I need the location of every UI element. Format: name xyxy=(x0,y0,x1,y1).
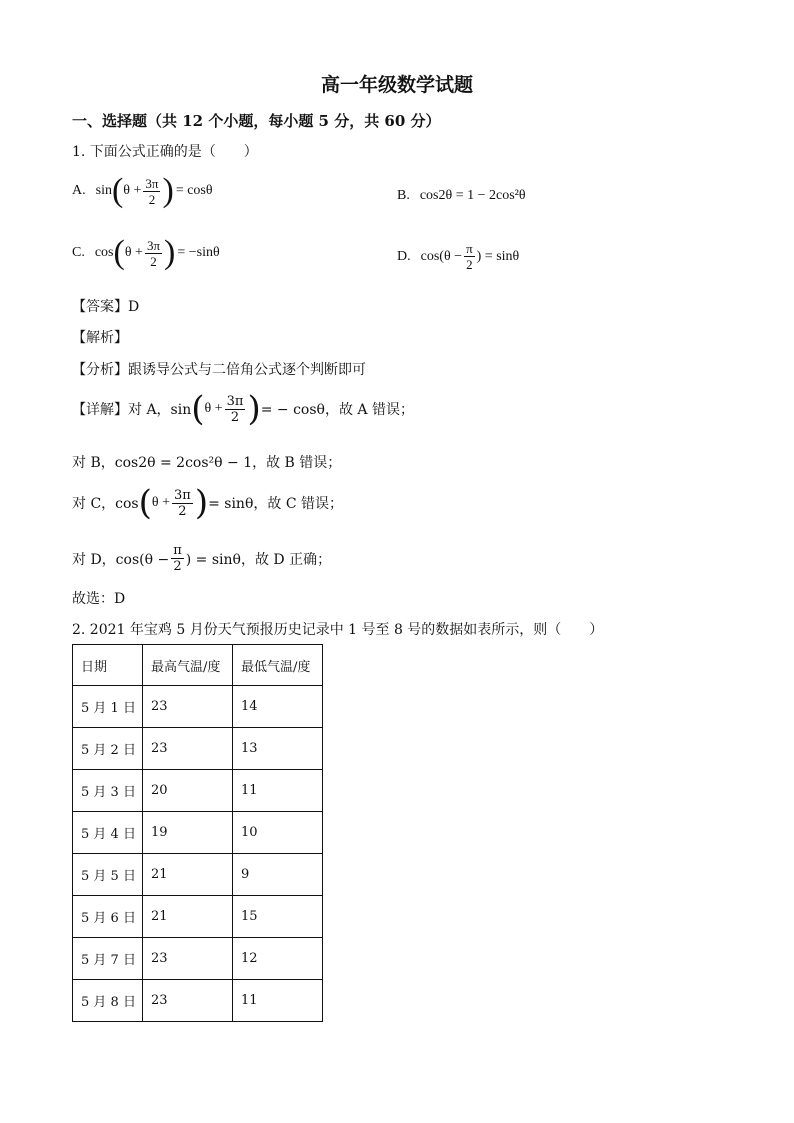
answer-line xyxy=(72,296,139,316)
cell-high: 21 xyxy=(143,854,233,896)
option-a-fraction xyxy=(143,176,160,207)
option-c xyxy=(72,236,220,270)
table-row xyxy=(73,938,323,980)
cell-low: 14 xyxy=(233,686,323,728)
option-c-fraction xyxy=(145,238,162,269)
fenxi-tag: 【分析】 xyxy=(72,362,128,378)
detail-c-inner: θ + xyxy=(151,495,170,510)
detail-c-pre: 对 C，cos xyxy=(72,496,139,512)
option-b xyxy=(397,188,526,204)
header-high: 最高气温/度 xyxy=(143,645,233,686)
cell-date: 5 月 7 日 xyxy=(73,938,143,980)
option-d-post: ) = sinθ xyxy=(476,248,520,264)
cell-date: 5 月 2 日 xyxy=(73,728,143,770)
table-row xyxy=(73,812,323,854)
option-d xyxy=(397,241,519,272)
table-row xyxy=(73,980,323,1022)
detail-d xyxy=(72,543,331,574)
cell-low: 9 xyxy=(233,854,323,896)
table-row xyxy=(73,728,323,770)
table-header-row xyxy=(73,645,323,686)
cell-high: 20 xyxy=(143,770,233,812)
right-paren: ) xyxy=(247,389,261,429)
option-c-inner: θ + xyxy=(124,245,143,260)
fenxi-line xyxy=(72,359,366,379)
cell-date: 5 月 4 日 xyxy=(73,812,143,854)
cell-high: 23 xyxy=(143,728,233,770)
numerator: 3π xyxy=(146,237,161,253)
option-c-rhs: = −sinθ xyxy=(177,245,220,260)
cell-low: 12 xyxy=(233,938,323,980)
numerator: 3π xyxy=(145,175,159,191)
numerator: 3π xyxy=(174,487,191,503)
option-c-func: cos xyxy=(94,245,114,260)
answer-tag: 【答案】 xyxy=(72,299,128,315)
left-paren: ( xyxy=(113,234,125,271)
detail-c-post: = sinθ，故 C 错误； xyxy=(208,496,343,512)
cell-date: 5 月 6 日 xyxy=(73,896,143,938)
cell-date: 5 月 1 日 xyxy=(73,686,143,728)
detail-b: 对 B，cos2θ = 2cos²θ − 1，故 B 错误； xyxy=(72,455,342,471)
header-low: 最低气温/度 xyxy=(233,645,323,686)
detail-tag: 【详解】 xyxy=(72,402,128,418)
cell-high: 23 xyxy=(143,980,233,1022)
option-d-label: D. xyxy=(397,248,411,264)
option-d-fraction xyxy=(464,241,475,272)
cell-date: 5 月 8 日 xyxy=(73,980,143,1022)
option-b-expr: cos2θ = 1 − 2cos²θ xyxy=(419,188,526,203)
option-a xyxy=(72,174,213,208)
cell-low: 13 xyxy=(233,728,323,770)
cell-high: 23 xyxy=(143,938,233,980)
detail-a-inner: θ + xyxy=(204,401,223,416)
denominator: 2 xyxy=(148,191,156,207)
header-date: 日期 xyxy=(73,645,143,686)
right-paren: ) xyxy=(194,483,209,523)
left-paren: ( xyxy=(111,172,124,209)
option-b-label: B. xyxy=(397,188,410,203)
right-paren: ) xyxy=(164,234,176,271)
option-a-inner: θ + xyxy=(123,183,142,198)
detail-d-fraction xyxy=(171,543,184,574)
denominator: 2 xyxy=(230,409,240,425)
cell-low: 15 xyxy=(233,896,323,938)
table-row xyxy=(73,896,323,938)
answer-value: D xyxy=(128,299,140,315)
numerator: π xyxy=(466,241,473,256)
option-a-func: sin xyxy=(95,183,112,198)
denominator: 2 xyxy=(466,257,473,272)
cell-date: 5 月 5 日 xyxy=(73,854,143,896)
page-title: 高一年级数学试题 xyxy=(320,74,473,96)
denominator: 2 xyxy=(150,253,157,269)
option-a-label: A. xyxy=(72,183,86,198)
cell-high: 19 xyxy=(143,812,233,854)
numerator: 3π xyxy=(226,393,244,409)
cell-high: 23 xyxy=(143,686,233,728)
analysis-tag: 【解析】 xyxy=(72,330,128,346)
numerator: π xyxy=(173,543,182,558)
choose-line: 故选：D xyxy=(72,591,126,607)
cell-low: 10 xyxy=(233,812,323,854)
detail-a-post: = − cosθ，故 A 错误； xyxy=(260,402,414,418)
detail-c-fraction xyxy=(172,488,193,519)
denominator: 2 xyxy=(178,503,187,519)
cell-high: 21 xyxy=(143,896,233,938)
cell-low: 11 xyxy=(233,770,323,812)
question-1-stem: 1. 下面公式正确的是（ ） xyxy=(72,144,258,160)
denominator: 2 xyxy=(173,559,182,574)
table-row xyxy=(73,854,323,896)
detail-a xyxy=(72,389,414,429)
option-d-pre: cos(θ − xyxy=(420,248,463,264)
weather-table xyxy=(72,644,323,1022)
detail-a-fraction xyxy=(225,394,246,425)
fenxi-text: 跟诱导公式与二倍角公式逐个判断即可 xyxy=(128,362,366,378)
table-row xyxy=(73,686,323,728)
left-paren: ( xyxy=(191,389,205,429)
option-c-label: C. xyxy=(72,245,85,260)
option-a-rhs: = cosθ xyxy=(175,183,213,198)
right-paren: ) xyxy=(162,172,174,209)
left-paren: ( xyxy=(138,483,152,523)
section-heading: 一、选择题（共 12 个小题，每小题 5 分，共 60 分） xyxy=(72,112,441,130)
table-row xyxy=(73,770,323,812)
cell-low: 11 xyxy=(233,980,323,1022)
detail-d-post: ) = sinθ，故 D 正确； xyxy=(185,551,332,568)
cell-date: 5 月 3 日 xyxy=(73,770,143,812)
detail-c xyxy=(72,483,343,523)
detail-a-pre: 对 A，sin xyxy=(128,402,192,418)
detail-d-pre: 对 D，cos(θ − xyxy=(72,551,170,568)
question-2-stem: 2. 2021 年宝鸡 5 月份天气预报历史记录中 1 号至 8 号的数据如表所示，则（ ） xyxy=(72,622,604,638)
